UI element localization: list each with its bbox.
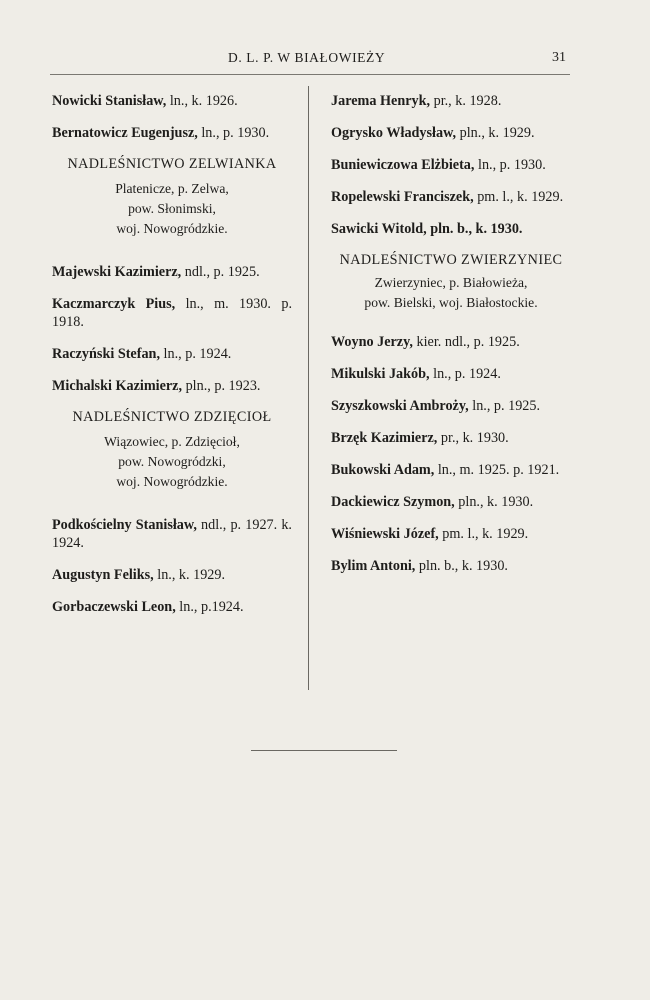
staff-details: pln. b., k. 1930.: [415, 558, 508, 574]
section-address-zwierzyniec: [331, 273, 571, 313]
staff-details: ln., p. 1924.: [429, 366, 501, 382]
section-title-zelwianka: NADLEŚNICTWO ZELWIANKA: [67, 156, 277, 172]
staff-entry: [331, 557, 571, 575]
staff-entry: [331, 220, 571, 238]
staff-details: pln., k. 1929.: [456, 125, 535, 141]
staff-name: Szyszkowski Ambroży,: [331, 398, 469, 414]
running-header: [0, 50, 650, 72]
staff-entry: [52, 566, 292, 584]
staff-entry: [52, 516, 292, 552]
staff-details: ndl., p. 1927. k. 1924.: [52, 517, 292, 551]
closing-rule: [251, 750, 397, 751]
staff-details: ln., p. 1924.: [160, 346, 232, 362]
staff-name: Sawicki Witold, pln. b., k. 1930.: [331, 221, 523, 237]
staff-entry: [331, 188, 571, 206]
staff-details: pr., k. 1928.: [430, 93, 502, 109]
staff-name: Michalski Kazimierz,: [52, 378, 183, 394]
staff-entry: [52, 295, 292, 331]
staff-name: Woyno Jerzy,: [331, 334, 413, 350]
staff-entry: [331, 333, 571, 351]
address-line: pow. Słonimski,: [128, 201, 216, 216]
section-address-zelwianka: [52, 179, 292, 239]
address-line: pow. Bielski, woj. Białostockie.: [364, 295, 538, 310]
staff-entry: [52, 263, 292, 281]
staff-entry: [331, 461, 571, 479]
staff-details: ndl., p. 1925.: [181, 264, 260, 280]
staff-details: pm. l., k. 1929.: [473, 189, 564, 205]
staff-details: ln., p.1924.: [175, 599, 244, 615]
staff-name: Nowicki Stanisław,: [52, 93, 167, 109]
staff-name: Mikulski Jakób,: [331, 366, 430, 382]
right-column: [331, 92, 571, 589]
staff-name: Kaczmarczyk Pius,: [52, 296, 176, 312]
staff-name: Bernatowicz Eugenjusz,: [52, 125, 198, 141]
staff-name: Ogrysko Władysław,: [331, 125, 457, 141]
page-number: 31: [552, 50, 566, 65]
staff-entry: [52, 124, 292, 142]
staff-details: ln., k. 1926.: [166, 93, 238, 109]
staff-entry: [52, 92, 292, 110]
staff-name: Ropelewski Franciszek,: [331, 189, 474, 205]
section-title-zwierzyniec: NADLEŚNICTWO ZWIERZYNIEC: [339, 252, 563, 268]
staff-entry: [52, 598, 292, 616]
staff-details: pm. l., k. 1929.: [438, 526, 529, 542]
column-divider: [308, 86, 309, 690]
staff-entry: [331, 525, 571, 543]
staff-name: Gorbaczewski Leon,: [52, 599, 176, 615]
staff-name: Wiśniewski Józef,: [331, 526, 439, 542]
staff-details: ln., m. 1930. p. 1918.: [52, 296, 292, 330]
staff-entry: [331, 124, 571, 142]
staff-details: ln., p. 1930.: [474, 157, 546, 173]
staff-entry: [52, 345, 292, 363]
address-line: woj. Nowogródzkie.: [116, 474, 228, 489]
staff-entry: [331, 92, 571, 110]
staff-entry: [331, 493, 571, 511]
staff-details: ln., p. 1930.: [197, 125, 270, 141]
address-line: Zwierzyniec, p. Białowieża,: [374, 275, 528, 290]
staff-name: Podkościelny Stanisław,: [52, 517, 197, 533]
address-line: pow. Nowogródzki,: [118, 454, 226, 469]
staff-details: ln., k. 1929.: [153, 567, 226, 583]
staff-details: pr., k. 1930.: [437, 430, 509, 446]
staff-name: Brzęk Kazimierz,: [331, 430, 438, 446]
staff-entry: [331, 397, 571, 415]
staff-details: kier. ndl., p. 1925.: [412, 334, 520, 350]
staff-name: Raczyński Stefan,: [52, 346, 160, 362]
staff-name: Dackiewicz Szymon,: [331, 494, 455, 510]
staff-name: Augustyn Feliks,: [52, 567, 154, 583]
staff-entry: [331, 365, 571, 383]
staff-name: Buniewiczowa Elżbieta,: [331, 157, 475, 173]
section-address-zdzieciol: [52, 432, 292, 492]
address-line: Platenicze, p. Zelwa,: [115, 181, 229, 196]
header-rule: [50, 74, 570, 75]
staff-entry: [52, 377, 292, 395]
staff-details: pln., k. 1930.: [454, 494, 534, 510]
staff-name: Bylim Antoni,: [331, 558, 416, 574]
running-title: D. L. P. W BIAŁOWIEŻY: [228, 50, 386, 65]
staff-entry: [331, 429, 571, 447]
address-line: woj. Nowogródzkie.: [116, 221, 228, 236]
staff-details: ln., p. 1925.: [468, 398, 541, 414]
left-column: [52, 92, 292, 630]
address-line: Wiązowiec, p. Zdzięcioł,: [104, 434, 240, 449]
staff-details: pln., p. 1923.: [182, 378, 261, 394]
staff-details: ln., m. 1925. p. 1921.: [434, 462, 560, 478]
staff-name: Jarema Henryk,: [331, 93, 431, 109]
staff-name: Bukowski Adam,: [331, 462, 435, 478]
staff-entry: [331, 156, 571, 174]
staff-name: Majewski Kazimierz,: [52, 264, 182, 280]
section-title-zdzieciol: NADLEŚNICTWO ZDZIĘCIOŁ: [72, 409, 272, 425]
